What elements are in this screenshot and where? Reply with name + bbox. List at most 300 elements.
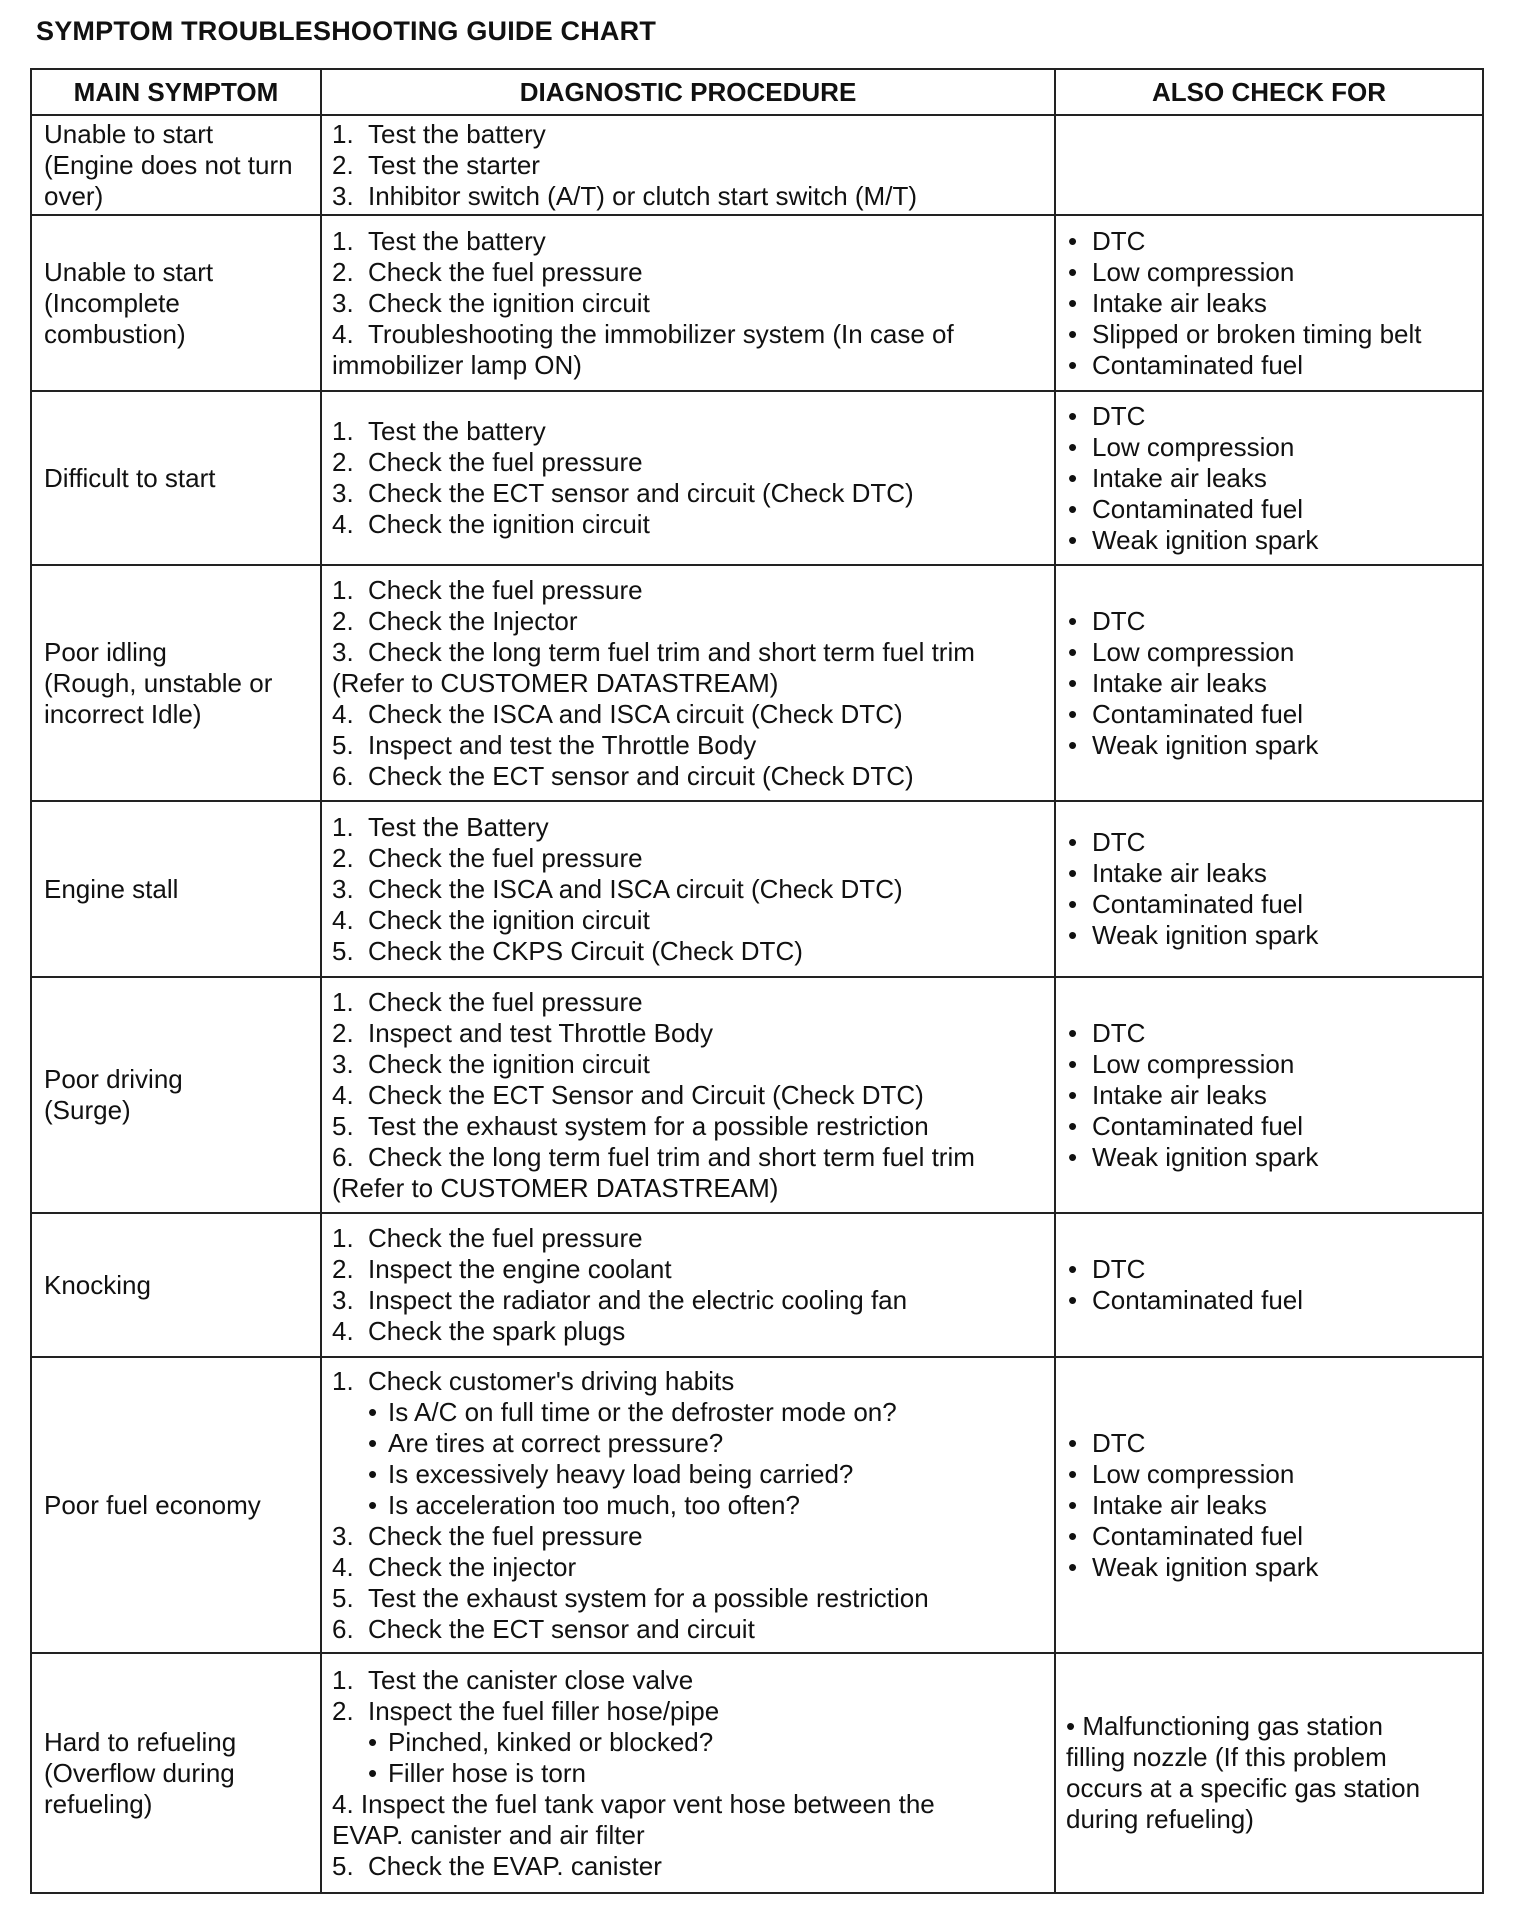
check-item-text: Intake air leaks xyxy=(1092,1079,1267,1110)
procedure-cell xyxy=(321,565,1055,801)
check-item-text: Low compression xyxy=(1092,1048,1295,1079)
bullet-icon: • xyxy=(1068,349,1078,380)
check-item xyxy=(1066,1018,1472,1049)
procedure-step xyxy=(332,1366,1044,1397)
step-text: Check the ignition circuit xyxy=(368,509,650,539)
step-text: Check the fuel pressure xyxy=(368,986,643,1017)
procedure-step xyxy=(332,1285,1044,1316)
symptom-line: incorrect Idle) xyxy=(44,698,202,729)
step-text: Test the battery xyxy=(368,225,546,256)
procedure-step xyxy=(332,509,1044,540)
procedure-step xyxy=(332,257,1044,288)
step-text: Check the fuel pressure xyxy=(368,1520,643,1551)
check-item xyxy=(1066,889,1472,920)
step-number: 2. xyxy=(332,842,354,873)
procedure-step xyxy=(332,150,1044,181)
procedure-step xyxy=(332,761,1044,792)
step-number: 2. xyxy=(332,605,354,636)
check-item-text: Contaminated fuel xyxy=(1092,1520,1304,1551)
step-number: 2. xyxy=(332,149,354,180)
symptom-cell xyxy=(31,115,321,215)
check-item-text: Low compression xyxy=(1092,431,1295,462)
step-text: Check the ignition circuit xyxy=(368,1048,650,1079)
procedure-cell xyxy=(321,1357,1055,1653)
step-number: 1. xyxy=(332,986,354,1017)
bullet-icon: • xyxy=(1068,1489,1078,1520)
step-text: Filler hose is torn xyxy=(388,1757,586,1788)
also-check-cell xyxy=(1055,1213,1483,1357)
bullet-icon: • xyxy=(1068,698,1078,729)
step-number: 6. xyxy=(332,1613,354,1644)
check-item-text: DTC xyxy=(1092,827,1146,857)
also-check-cell xyxy=(1055,215,1483,391)
check-item-text: Low compression xyxy=(1092,1458,1295,1489)
procedure-step xyxy=(332,812,1044,843)
step-text: (Refer to CUSTOMER DATASTREAM) xyxy=(332,1172,779,1203)
step-text: Check the CKPS Circuit (Check DTC) xyxy=(368,935,803,966)
step-text: Inspect the engine coolant xyxy=(368,1254,672,1284)
step-number: 3. xyxy=(332,180,354,211)
step-number: 2. xyxy=(332,1017,354,1048)
symptom-line: over) xyxy=(44,180,104,211)
procedure-sub-step xyxy=(332,1758,1044,1789)
bullet-icon: • xyxy=(1068,1141,1078,1172)
step-text: Test the canister close valve xyxy=(368,1664,694,1695)
procedure-step xyxy=(332,226,1044,257)
step-number: 3. xyxy=(332,636,354,667)
step-text: Check the ignition circuit xyxy=(368,904,650,935)
check-note-line: during refueling) xyxy=(1066,1804,1254,1834)
procedure-step xyxy=(332,668,1044,699)
also-check-cell xyxy=(1055,565,1483,801)
check-item-text: Contaminated fuel xyxy=(1092,349,1304,380)
check-item xyxy=(1066,319,1472,350)
symptom-line: Hard to refueling xyxy=(44,1726,237,1757)
procedure-step xyxy=(332,874,1044,905)
symptom-line: combustion) xyxy=(44,318,186,349)
bullet-icon: • xyxy=(1068,493,1078,524)
procedure-step xyxy=(332,699,1044,730)
check-item-text: DTC xyxy=(1092,1427,1146,1458)
step-text: Check the ECT sensor and circuit (Check DTC) xyxy=(368,478,914,508)
check-item xyxy=(1066,637,1472,668)
bullet-marker: • xyxy=(368,1458,378,1489)
step-text: Check the long term fuel trim and short term fuel trim xyxy=(368,1141,975,1172)
symptom-line: (Overflow during xyxy=(44,1757,235,1788)
step-number: 4. xyxy=(332,1316,354,1346)
step-text: Test the Battery xyxy=(368,811,549,842)
check-note-line: occurs at a specific gas station xyxy=(1066,1773,1421,1803)
step-number: 1. xyxy=(332,1365,354,1396)
check-item-text: Contaminated fuel xyxy=(1092,493,1304,524)
symptom-cell xyxy=(31,391,321,565)
procedure-step xyxy=(332,936,1044,967)
step-text: Inhibitor switch (A/T) or clutch start switch (M/T) xyxy=(368,180,917,211)
step-number: 1. xyxy=(332,1664,354,1695)
step-number: 3. xyxy=(332,873,354,904)
check-item-text: Slipped or broken timing belt xyxy=(1092,318,1422,349)
check-item-text: Intake air leaks xyxy=(1092,858,1267,888)
step-text: Check the fuel pressure xyxy=(368,842,643,873)
symptom-line: refueling) xyxy=(44,1788,153,1819)
check-item-text: Weak ignition spark xyxy=(1092,920,1319,950)
step-number: 2. xyxy=(332,1254,354,1284)
bullet-icon: • xyxy=(1068,1427,1078,1458)
check-item-text: Weak ignition spark xyxy=(1092,524,1319,555)
symptom-line: (Rough, unstable or xyxy=(44,667,273,698)
check-note-line: filling nozzle (If this problem xyxy=(1066,1742,1387,1772)
procedure-step xyxy=(332,843,1044,874)
check-item xyxy=(1066,226,1472,257)
step-text: (Refer to CUSTOMER DATASTREAM) xyxy=(332,667,779,698)
procedure-step xyxy=(332,1521,1044,1552)
bullet-marker: • xyxy=(368,1726,378,1757)
step-number: 5. xyxy=(332,1850,354,1881)
procedure-step xyxy=(332,1614,1044,1645)
bullet-icon: • xyxy=(1068,858,1078,888)
step-number: 5. xyxy=(332,729,354,760)
procedure-cell xyxy=(321,215,1055,391)
check-item xyxy=(1066,1142,1472,1173)
bullet-marker: • xyxy=(368,1427,378,1458)
step-number: 1. xyxy=(332,811,354,842)
check-item xyxy=(1066,1111,1472,1142)
check-item xyxy=(1066,288,1472,319)
step-text: Check the ECT sensor and circuit (Check DTC) xyxy=(368,760,914,791)
procedure-cell xyxy=(321,115,1055,215)
step-text: Check the injector xyxy=(368,1551,577,1582)
symptom-cell xyxy=(31,977,321,1213)
step-text: Test the exhaust system for a possible restriction xyxy=(368,1582,929,1613)
step-text: Check the ISCA and ISCA circuit (Check DTC) xyxy=(368,698,903,729)
also-check-cell xyxy=(1055,391,1483,565)
procedure-step xyxy=(332,181,1044,212)
check-note-line: • Malfunctioning gas station xyxy=(1066,1711,1383,1741)
check-item-text: Low compression xyxy=(1092,636,1295,667)
check-item xyxy=(1066,1080,1472,1111)
check-item xyxy=(1066,350,1472,381)
check-item-text: Contaminated fuel xyxy=(1092,1110,1304,1141)
symptom-line: (Engine does not turn xyxy=(44,149,293,180)
step-number: 3. xyxy=(332,1520,354,1551)
step-text: Check the fuel pressure xyxy=(368,574,643,605)
procedure-step xyxy=(332,637,1044,668)
check-item xyxy=(1066,401,1472,432)
also-check-cell xyxy=(1055,115,1483,215)
table-row xyxy=(31,565,1483,801)
step-text: Check the fuel pressure xyxy=(368,1223,643,1253)
step-text: Inspect and test Throttle Body xyxy=(368,1017,713,1048)
page-title: SYMPTOM TROUBLESHOOTING GUIDE CHART xyxy=(36,16,657,46)
step-text: Inspect the fuel filler hose/pipe xyxy=(368,1695,720,1726)
procedure-step xyxy=(332,1254,1044,1285)
column-header-main-symptom: MAIN SYMPTOM xyxy=(31,69,321,115)
step-number: 4. xyxy=(332,1551,354,1582)
procedure-step xyxy=(332,575,1044,606)
check-item xyxy=(1066,730,1472,761)
check-item-text: DTC xyxy=(1092,400,1146,431)
check-item-text: Low compression xyxy=(1092,256,1295,287)
table-row xyxy=(31,977,1483,1213)
procedure-step xyxy=(332,1111,1044,1142)
check-item xyxy=(1066,699,1472,730)
bullet-marker: • xyxy=(368,1396,378,1427)
step-number: 1. xyxy=(332,118,354,149)
also-check-cell xyxy=(1055,801,1483,977)
step-number: 3. xyxy=(332,287,354,318)
bullet-marker: • xyxy=(368,1489,378,1520)
check-item xyxy=(1066,668,1472,699)
bullet-icon: • xyxy=(1068,605,1078,636)
step-text: Pinched, kinked or blocked? xyxy=(388,1726,714,1757)
procedure-sub-step xyxy=(332,1428,1044,1459)
troubleshooting-table xyxy=(30,68,1484,1894)
step-text: Check the fuel pressure xyxy=(368,256,643,287)
check-item xyxy=(1066,1490,1472,1521)
table-row xyxy=(31,115,1483,215)
procedure-cell xyxy=(321,1213,1055,1357)
procedure-cell xyxy=(321,391,1055,565)
bullet-icon: • xyxy=(1068,318,1078,349)
procedure-step xyxy=(332,350,1044,381)
bullet-icon: • xyxy=(1068,256,1078,287)
bullet-icon: • xyxy=(1068,667,1078,698)
step-text: Check the ISCA and ISCA circuit (Check DTC) xyxy=(368,873,903,904)
bullet-icon: • xyxy=(1068,889,1078,919)
table-row xyxy=(31,801,1483,977)
procedure-step xyxy=(332,1851,1044,1882)
symptom-line: Knocking xyxy=(44,1269,151,1300)
step-text: Is excessively heavy load being carried? xyxy=(388,1458,854,1489)
procedure-cell xyxy=(321,1653,1055,1893)
step-text: Test the exhaust system for a possible restriction xyxy=(368,1110,929,1141)
check-item xyxy=(1066,1254,1472,1285)
symptom-line: Poor driving xyxy=(44,1064,183,1094)
bullet-marker: • xyxy=(368,1757,378,1788)
bullet-icon: • xyxy=(1068,1048,1078,1079)
bullet-icon: • xyxy=(1068,1551,1078,1582)
bullet-icon: • xyxy=(1068,524,1078,555)
bullet-icon: • xyxy=(1068,1520,1078,1551)
step-text: Inspect the radiator and the electric cooling fan xyxy=(368,1285,908,1315)
procedure-step xyxy=(332,447,1044,478)
procedure-step xyxy=(332,1080,1044,1111)
step-number: 5. xyxy=(332,935,354,966)
symptom-cell xyxy=(31,1653,321,1893)
step-text: Check customer's driving habits xyxy=(368,1365,735,1396)
step-number: 5. xyxy=(332,1582,354,1613)
symptom-line: (Surge) xyxy=(44,1095,131,1125)
symptom-cell xyxy=(31,565,321,801)
step-number: 1. xyxy=(332,574,354,605)
check-item xyxy=(1066,858,1472,889)
symptom-line: Unable to start xyxy=(44,256,214,287)
symptom-cell xyxy=(31,215,321,391)
step-text: Check the ECT sensor and circuit xyxy=(368,1613,755,1644)
procedure-cell xyxy=(321,977,1055,1213)
bullet-icon: • xyxy=(1068,920,1078,950)
procedure-step xyxy=(332,1223,1044,1254)
check-item xyxy=(1066,1428,1472,1459)
bullet-icon: • xyxy=(1068,1285,1078,1315)
procedure-step xyxy=(332,1552,1044,1583)
step-text: Is A/C on full time or the defroster mode on? xyxy=(388,1396,897,1427)
check-item xyxy=(1066,463,1472,494)
check-item-text: Weak ignition spark xyxy=(1092,729,1319,760)
step-number: 3. xyxy=(332,1285,354,1315)
step-text: Check the ignition circuit xyxy=(368,287,650,318)
step-text: 4. Inspect the fuel tank vapor vent hose between the xyxy=(332,1788,935,1819)
check-item-text: Weak ignition spark xyxy=(1092,1141,1319,1172)
check-item-text: Intake air leaks xyxy=(1092,462,1267,493)
step-number: 1. xyxy=(332,225,354,256)
procedure-step xyxy=(332,987,1044,1018)
check-item-text: Contaminated fuel xyxy=(1092,698,1304,729)
procedure-step xyxy=(332,119,1044,150)
step-number: 4. xyxy=(332,698,354,729)
procedure-step xyxy=(332,1820,1044,1851)
bullet-icon: • xyxy=(1068,287,1078,318)
column-header-diagnostic-procedure: DIAGNOSTIC PROCEDURE xyxy=(321,69,1055,115)
check-item xyxy=(1066,432,1472,463)
check-item xyxy=(1066,606,1472,637)
step-number: 6. xyxy=(332,1141,354,1172)
check-item-text: Intake air leaks xyxy=(1092,287,1267,318)
bullet-icon: • xyxy=(1068,431,1078,462)
procedure-step xyxy=(332,1665,1044,1696)
check-item xyxy=(1066,257,1472,288)
step-number: 3. xyxy=(332,1048,354,1079)
check-item-text: DTC xyxy=(1092,1254,1146,1284)
check-item xyxy=(1066,525,1472,556)
check-item xyxy=(1066,1521,1472,1552)
bullet-icon: • xyxy=(1068,462,1078,493)
procedure-step xyxy=(332,1316,1044,1347)
also-check-cell xyxy=(1055,977,1483,1213)
header-row xyxy=(31,69,1483,115)
table-row xyxy=(31,1653,1483,1893)
procedure-step xyxy=(332,1018,1044,1049)
check-item xyxy=(1066,827,1472,858)
step-text: Test the battery xyxy=(368,118,546,149)
symptom-cell xyxy=(31,1357,321,1653)
symptom-line: Engine stall xyxy=(44,873,179,904)
symptom-line: Poor fuel economy xyxy=(44,1489,261,1520)
procedure-sub-step xyxy=(332,1727,1044,1758)
bullet-icon: • xyxy=(1068,729,1078,760)
bullet-icon: • xyxy=(1068,225,1078,256)
symptom-cell xyxy=(31,801,321,977)
table-row xyxy=(31,391,1483,565)
procedure-sub-step xyxy=(332,1397,1044,1428)
step-number: 2. xyxy=(332,447,354,477)
check-item-text: DTC xyxy=(1092,1017,1146,1048)
table-row xyxy=(31,215,1483,391)
symptom-line: Difficult to start xyxy=(44,462,216,493)
procedure-step xyxy=(332,1142,1044,1173)
check-item xyxy=(1066,920,1472,951)
check-item-text: Weak ignition spark xyxy=(1092,1551,1319,1582)
step-number: 1. xyxy=(332,416,354,446)
step-text: Troubleshooting the immobilizer system (In case of xyxy=(368,318,954,349)
check-item xyxy=(1066,1285,1472,1316)
table-row xyxy=(31,1357,1483,1653)
step-text: Is acceleration too much, too often? xyxy=(388,1489,800,1520)
check-item xyxy=(1066,1552,1472,1583)
procedure-sub-step xyxy=(332,1490,1044,1521)
procedure-step xyxy=(332,1583,1044,1614)
procedure-step xyxy=(332,1789,1044,1820)
bullet-icon: • xyxy=(1068,827,1078,857)
step-text: Check the spark plugs xyxy=(368,1316,626,1346)
step-text: Check the long term fuel trim and short term fuel trim xyxy=(368,636,975,667)
bullet-icon: • xyxy=(1068,1079,1078,1110)
step-number: 2. xyxy=(332,1695,354,1726)
procedure-step xyxy=(332,730,1044,761)
procedure-step xyxy=(332,416,1044,447)
bullet-icon: • xyxy=(1068,1110,1078,1141)
step-number: 4. xyxy=(332,1079,354,1110)
procedure-step xyxy=(332,1049,1044,1080)
step-number: 4. xyxy=(332,509,354,539)
step-text: Are tires at correct pressure? xyxy=(388,1427,724,1458)
step-number: 4. xyxy=(332,904,354,935)
bullet-icon: • xyxy=(1068,1458,1078,1489)
bullet-icon: • xyxy=(1068,400,1078,431)
procedure-step xyxy=(332,288,1044,319)
column-header-also-check-for: ALSO CHECK FOR xyxy=(1055,69,1483,115)
check-item-text: DTC xyxy=(1092,225,1146,256)
step-text: Inspect and test the Throttle Body xyxy=(368,729,757,760)
step-text: Check the fuel pressure xyxy=(368,447,643,477)
step-text: Test the battery xyxy=(368,416,546,446)
procedure-cell xyxy=(321,801,1055,977)
also-check-cell xyxy=(1055,1653,1483,1893)
procedure-step xyxy=(332,1696,1044,1727)
check-item xyxy=(1066,1459,1472,1490)
procedure-step xyxy=(332,905,1044,936)
step-text: Check the ECT Sensor and Circuit (Check DTC) xyxy=(368,1079,924,1110)
procedure-step xyxy=(332,478,1044,509)
procedure-step xyxy=(332,319,1044,350)
step-number: 5. xyxy=(332,1110,354,1141)
step-text: Check the EVAP. canister xyxy=(368,1850,662,1881)
symptom-line: Poor idling xyxy=(44,636,167,667)
check-item xyxy=(1066,494,1472,525)
check-item-text: Contaminated fuel xyxy=(1092,889,1304,919)
also-check-cell xyxy=(1055,1357,1483,1653)
check-item-text: Contaminated fuel xyxy=(1092,1285,1304,1315)
bullet-icon: • xyxy=(1068,636,1078,667)
step-text: Check the Injector xyxy=(368,605,578,636)
step-text: Test the starter xyxy=(368,149,540,180)
symptom-line: (Incomplete xyxy=(44,287,180,318)
bullet-icon: • xyxy=(1068,1254,1078,1284)
check-item-text: Intake air leaks xyxy=(1092,667,1267,698)
procedure-step xyxy=(332,1173,1044,1204)
procedure-sub-step xyxy=(332,1459,1044,1490)
step-number: 4. xyxy=(332,318,354,349)
check-item-text: Intake air leaks xyxy=(1092,1489,1267,1520)
step-number: 1. xyxy=(332,1223,354,1253)
symptom-line: Unable to start xyxy=(44,118,214,149)
step-number: 2. xyxy=(332,256,354,287)
step-number: 6. xyxy=(332,760,354,791)
step-text: immobilizer lamp ON) xyxy=(332,349,582,380)
procedure-step xyxy=(332,606,1044,637)
check-item xyxy=(1066,1049,1472,1080)
table-row xyxy=(31,1213,1483,1357)
